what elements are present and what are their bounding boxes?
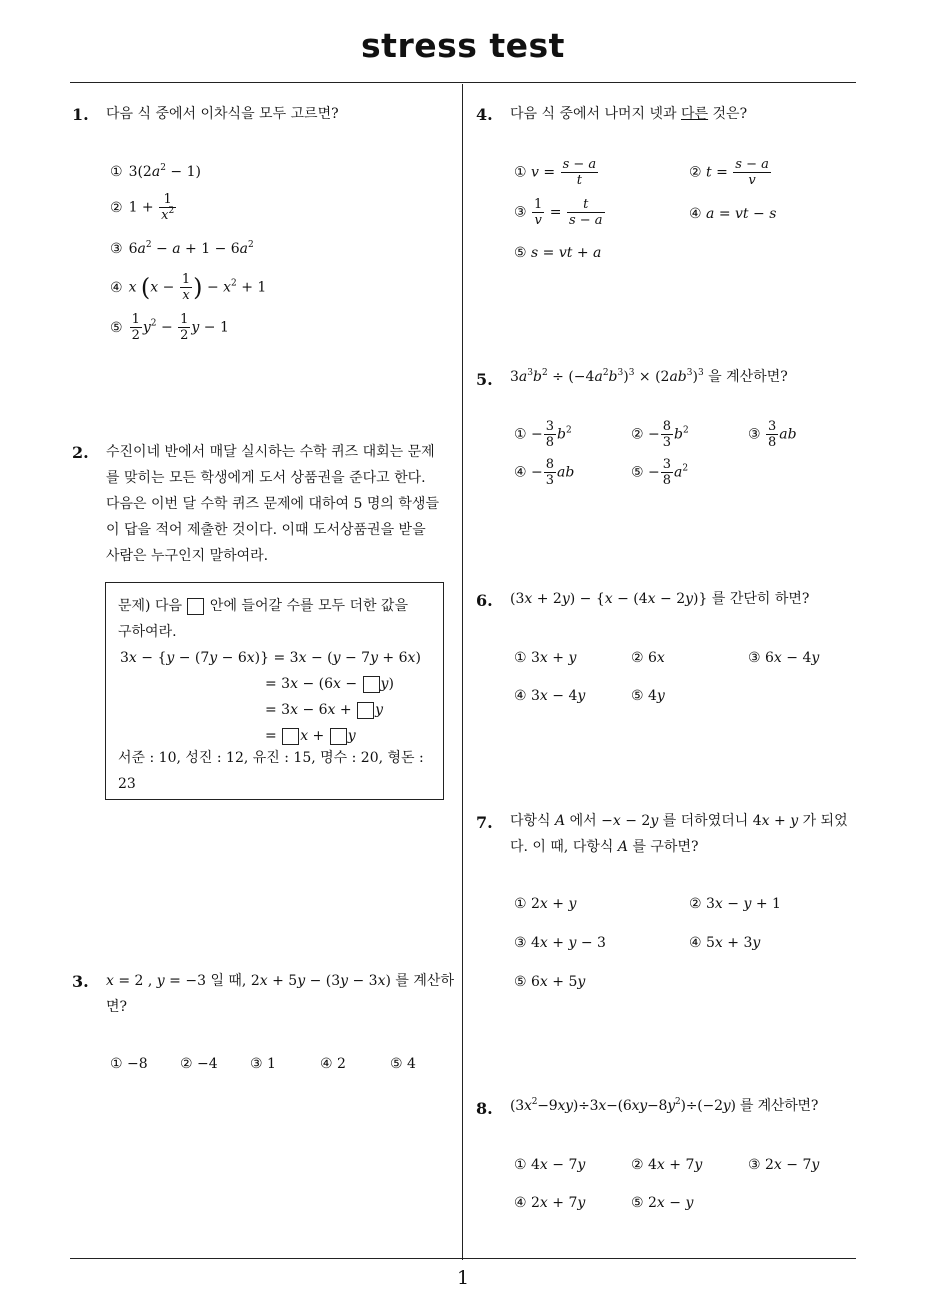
- q6-option-1[interactable]: ① 3x + y: [514, 650, 577, 666]
- q3-option-3[interactable]: ③ 1: [250, 1056, 276, 1072]
- q4-option-2[interactable]: ② t = $\frac{s - a}{v}$: [689, 157, 769, 188]
- question-6-number: 6.: [476, 591, 493, 610]
- q1-option-4[interactable]: ④ x (x − $\frac{1}{x}$ ) − $x^2 + 1$: [110, 272, 267, 303]
- q1-option-1[interactable]: ① $3(2a^2 - 1)$: [110, 163, 201, 180]
- question-3-text-2: 면?: [106, 999, 128, 1015]
- q5-option-5[interactable]: ⑤ − $\frac{3}{8}$ $a^2$: [631, 457, 689, 488]
- q7-option-2[interactable]: ② 3x − y + 1: [689, 896, 781, 912]
- question-8-text: $(3x^2-9xy)\div 3x-(6xy-8y^2)\div(-2y)$ 를 계산하면?: [510, 1097, 819, 1114]
- q8-option-2[interactable]: ② 4x + 7y: [631, 1157, 703, 1173]
- page-number: 1: [456, 1267, 470, 1289]
- q2-work-line-2: = 3x − (6x − y): [265, 676, 394, 692]
- question-5-number: 5.: [476, 370, 493, 389]
- question-6-text: (3x + 2y) − {x − (4x − 2y)} 를 간단히 하면?: [510, 591, 810, 607]
- blank-square: [357, 702, 374, 719]
- blank-square: [187, 598, 204, 615]
- question-7-text-2: 다. 이 때, 다항식 A 를 구하면?: [510, 839, 699, 855]
- q2-work-line-1: 3x − {y − (7y − 6x)} = 3x − (y − 7y + 6x): [120, 650, 421, 666]
- blank-square: [282, 728, 299, 745]
- page-title: stress test: [361, 26, 565, 65]
- q2-box-prompt: 문제) 다음 안에 들어갈 수를 모두 더한 값을: [118, 598, 408, 614]
- q7-option-3[interactable]: ③ 4x + y − 3: [514, 935, 606, 951]
- question-8-number: 8.: [476, 1099, 493, 1118]
- question-3-text: x = 2 , y = −3 일 때, 2x + 5y − (3y − 3x) 를 계산하: [106, 973, 454, 989]
- q6-option-5[interactable]: ⑤ 4y: [631, 688, 665, 704]
- q2-student-answers-2: 23: [118, 776, 136, 792]
- q7-option-1[interactable]: ① 2x + y: [514, 896, 577, 912]
- q6-option-3[interactable]: ③ 6x − 4y: [748, 650, 820, 666]
- q1-option-5[interactable]: ⑤ $\frac{1}{2}$ $y^2$ − $\frac{1}{2}$ y − 1: [110, 312, 229, 343]
- question-2-line-1: 수진이네 반에서 매달 실시하는 수학 퀴즈 대회는 문제: [106, 444, 435, 460]
- top-rule: [70, 82, 856, 83]
- question-2-line-3: 다음은 이번 달 수학 퀴즈 문제에 대하여 5 명의 학생들: [106, 496, 439, 512]
- blank-square: [363, 676, 380, 693]
- q1-option-2[interactable]: ② 1 + $\frac{1}{x^2}$: [110, 192, 175, 223]
- question-7-text: 다항식 A 에서 −x − 2y 를 더하였더니 4x + y 가 되었: [510, 813, 848, 829]
- q3-option-4[interactable]: ④ 2: [320, 1056, 346, 1072]
- question-7-number: 7.: [476, 813, 493, 832]
- question-4-number: 4.: [476, 105, 493, 124]
- question-2-line-5: 사람은 누구인지 말하여라.: [106, 548, 269, 564]
- q2-work-line-3: = 3x − 6x + y: [265, 702, 384, 718]
- q2-work-line-4: = x + y: [265, 728, 356, 744]
- q5-option-3[interactable]: ③ $\frac{3}{8}$ ab: [748, 419, 797, 450]
- q1-option-3[interactable]: ③ $6a^2 - a + 1 - 6a^2$: [110, 240, 254, 257]
- q8-option-4[interactable]: ④ 2x + 7y: [514, 1195, 586, 1211]
- question-2-number: 2.: [72, 443, 89, 462]
- q6-option-2[interactable]: ② 6x: [631, 650, 665, 666]
- q4-option-1[interactable]: ① v = $\frac{s - a}{t}$: [514, 157, 597, 188]
- q2-student-answers: 서준 : 10, 성진 : 12, 유진 : 15, 명수 : 20, 형돈 :: [118, 750, 424, 766]
- q5-option-1[interactable]: ① − $\frac{3}{8}$ $b^2$: [514, 419, 572, 450]
- q7-option-5[interactable]: ⑤ 6x + 5y: [514, 974, 586, 990]
- q8-option-1[interactable]: ① 4x − 7y: [514, 1157, 586, 1173]
- q3-option-5[interactable]: ⑤ 4: [390, 1056, 416, 1072]
- blank-square: [330, 728, 347, 745]
- q4-option-3[interactable]: ③ $\frac{1}{v}$ = $\frac{t}{s - a}$: [514, 197, 603, 228]
- question-4-text: 다음 식 중에서 나머지 넷과 다른 것은?: [510, 106, 748, 122]
- question-1-number: 1.: [72, 105, 89, 124]
- question-2-line-4: 이 답을 적어 제출한 것이다. 이때 도서상품권을 받을: [106, 522, 426, 538]
- column-divider: [462, 84, 463, 1260]
- question-2-line-2: 를 맞히는 모든 학생에게 도서 상품권을 준다고 한다.: [106, 470, 426, 486]
- q5-option-4[interactable]: ④ − $\frac{8}{3}$ ab: [514, 457, 575, 488]
- q8-option-3[interactable]: ③ 2x − 7y: [748, 1157, 820, 1173]
- bottom-rule: [70, 1258, 856, 1259]
- question-1-text: 다음 식 중에서 이차식을 모두 고르면?: [106, 106, 339, 122]
- q3-option-1[interactable]: ① −8: [110, 1056, 148, 1072]
- q8-option-5[interactable]: ⑤ 2x − y: [631, 1195, 694, 1211]
- q3-option-2[interactable]: ② −4: [180, 1056, 218, 1072]
- q4-option-5[interactable]: ⑤ s = vt + a: [514, 245, 602, 261]
- q7-option-4[interactable]: ④ 5x + 3y: [689, 935, 761, 951]
- question-3-number: 3.: [72, 972, 89, 991]
- q4-option-4[interactable]: ④ a = vt − s: [689, 206, 777, 222]
- q2-box-prompt-2: 구하여라.: [118, 624, 177, 640]
- q5-option-2[interactable]: ② − $\frac{8}{3}$ $b^2$: [631, 419, 689, 450]
- q6-option-4[interactable]: ④ 3x − 4y: [514, 688, 586, 704]
- question-5-text: $3a^3b^2 \div (-4a^2b^3)^3 \times (2ab^3)^3$ 을 계산하면?: [510, 368, 788, 385]
